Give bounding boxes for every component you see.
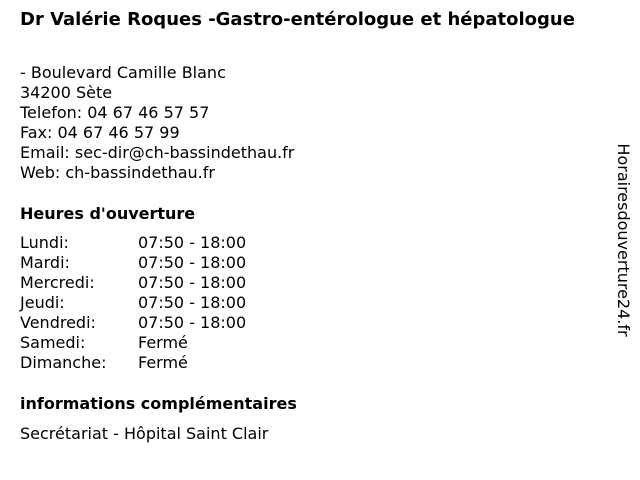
hours-row-tuesday: [20, 253, 246, 273]
hours-value: Fermé: [138, 353, 188, 372]
hours-value: 07:50 - 18:00: [138, 293, 247, 312]
contact-block: [20, 63, 294, 183]
hours-row-friday: [20, 313, 246, 333]
hours-value: 07:50 - 18:00: [138, 273, 247, 292]
address-city: 34200 Sète: [20, 83, 113, 102]
hours-row-saturday: [20, 333, 246, 353]
day-label: Mardi:: [20, 253, 70, 272]
opening-hours-heading: Heures d'ouverture: [20, 204, 196, 223]
day-label: Lundi:: [20, 233, 69, 252]
hours-value: Fermé: [138, 333, 188, 352]
additional-info-text: Secrétariat - Hôpital Saint Clair: [20, 424, 269, 443]
phone-number: Telefon: 04 67 46 57 57: [20, 103, 210, 122]
hours-row-wednesday: [20, 273, 246, 293]
hours-value: 07:50 - 18:00: [138, 313, 247, 332]
hours-row-monday: [20, 233, 246, 253]
day-label: Vendredi:: [20, 313, 96, 332]
additional-info-heading: informations complémentaires: [20, 394, 297, 413]
hours-value: 07:50 - 18:00: [138, 253, 247, 272]
page-title: Dr Valérie Roques -Gastro-entérologue et hépatologue: [20, 9, 575, 30]
hours-row-thursday: [20, 293, 246, 313]
opening-hours-list: [20, 233, 246, 373]
hours-value: 07:50 - 18:00: [138, 233, 247, 252]
address-street: - Boulevard Camille Blanc: [20, 63, 226, 82]
day-label: Jeudi:: [20, 293, 65, 312]
email-address: Email: sec-dir@ch-bassindethau.fr: [20, 143, 295, 162]
hours-row-sunday: [20, 353, 246, 373]
day-label: Mercredi:: [20, 273, 95, 292]
day-label: Samedi:: [20, 333, 86, 352]
day-label: Dimanche:: [20, 353, 107, 372]
site-watermark: Horairesdouverture24.fr: [614, 143, 633, 337]
fax-number: Fax: 04 67 46 57 99: [20, 123, 180, 142]
website: Web: ch-bassindethau.fr: [20, 163, 215, 182]
